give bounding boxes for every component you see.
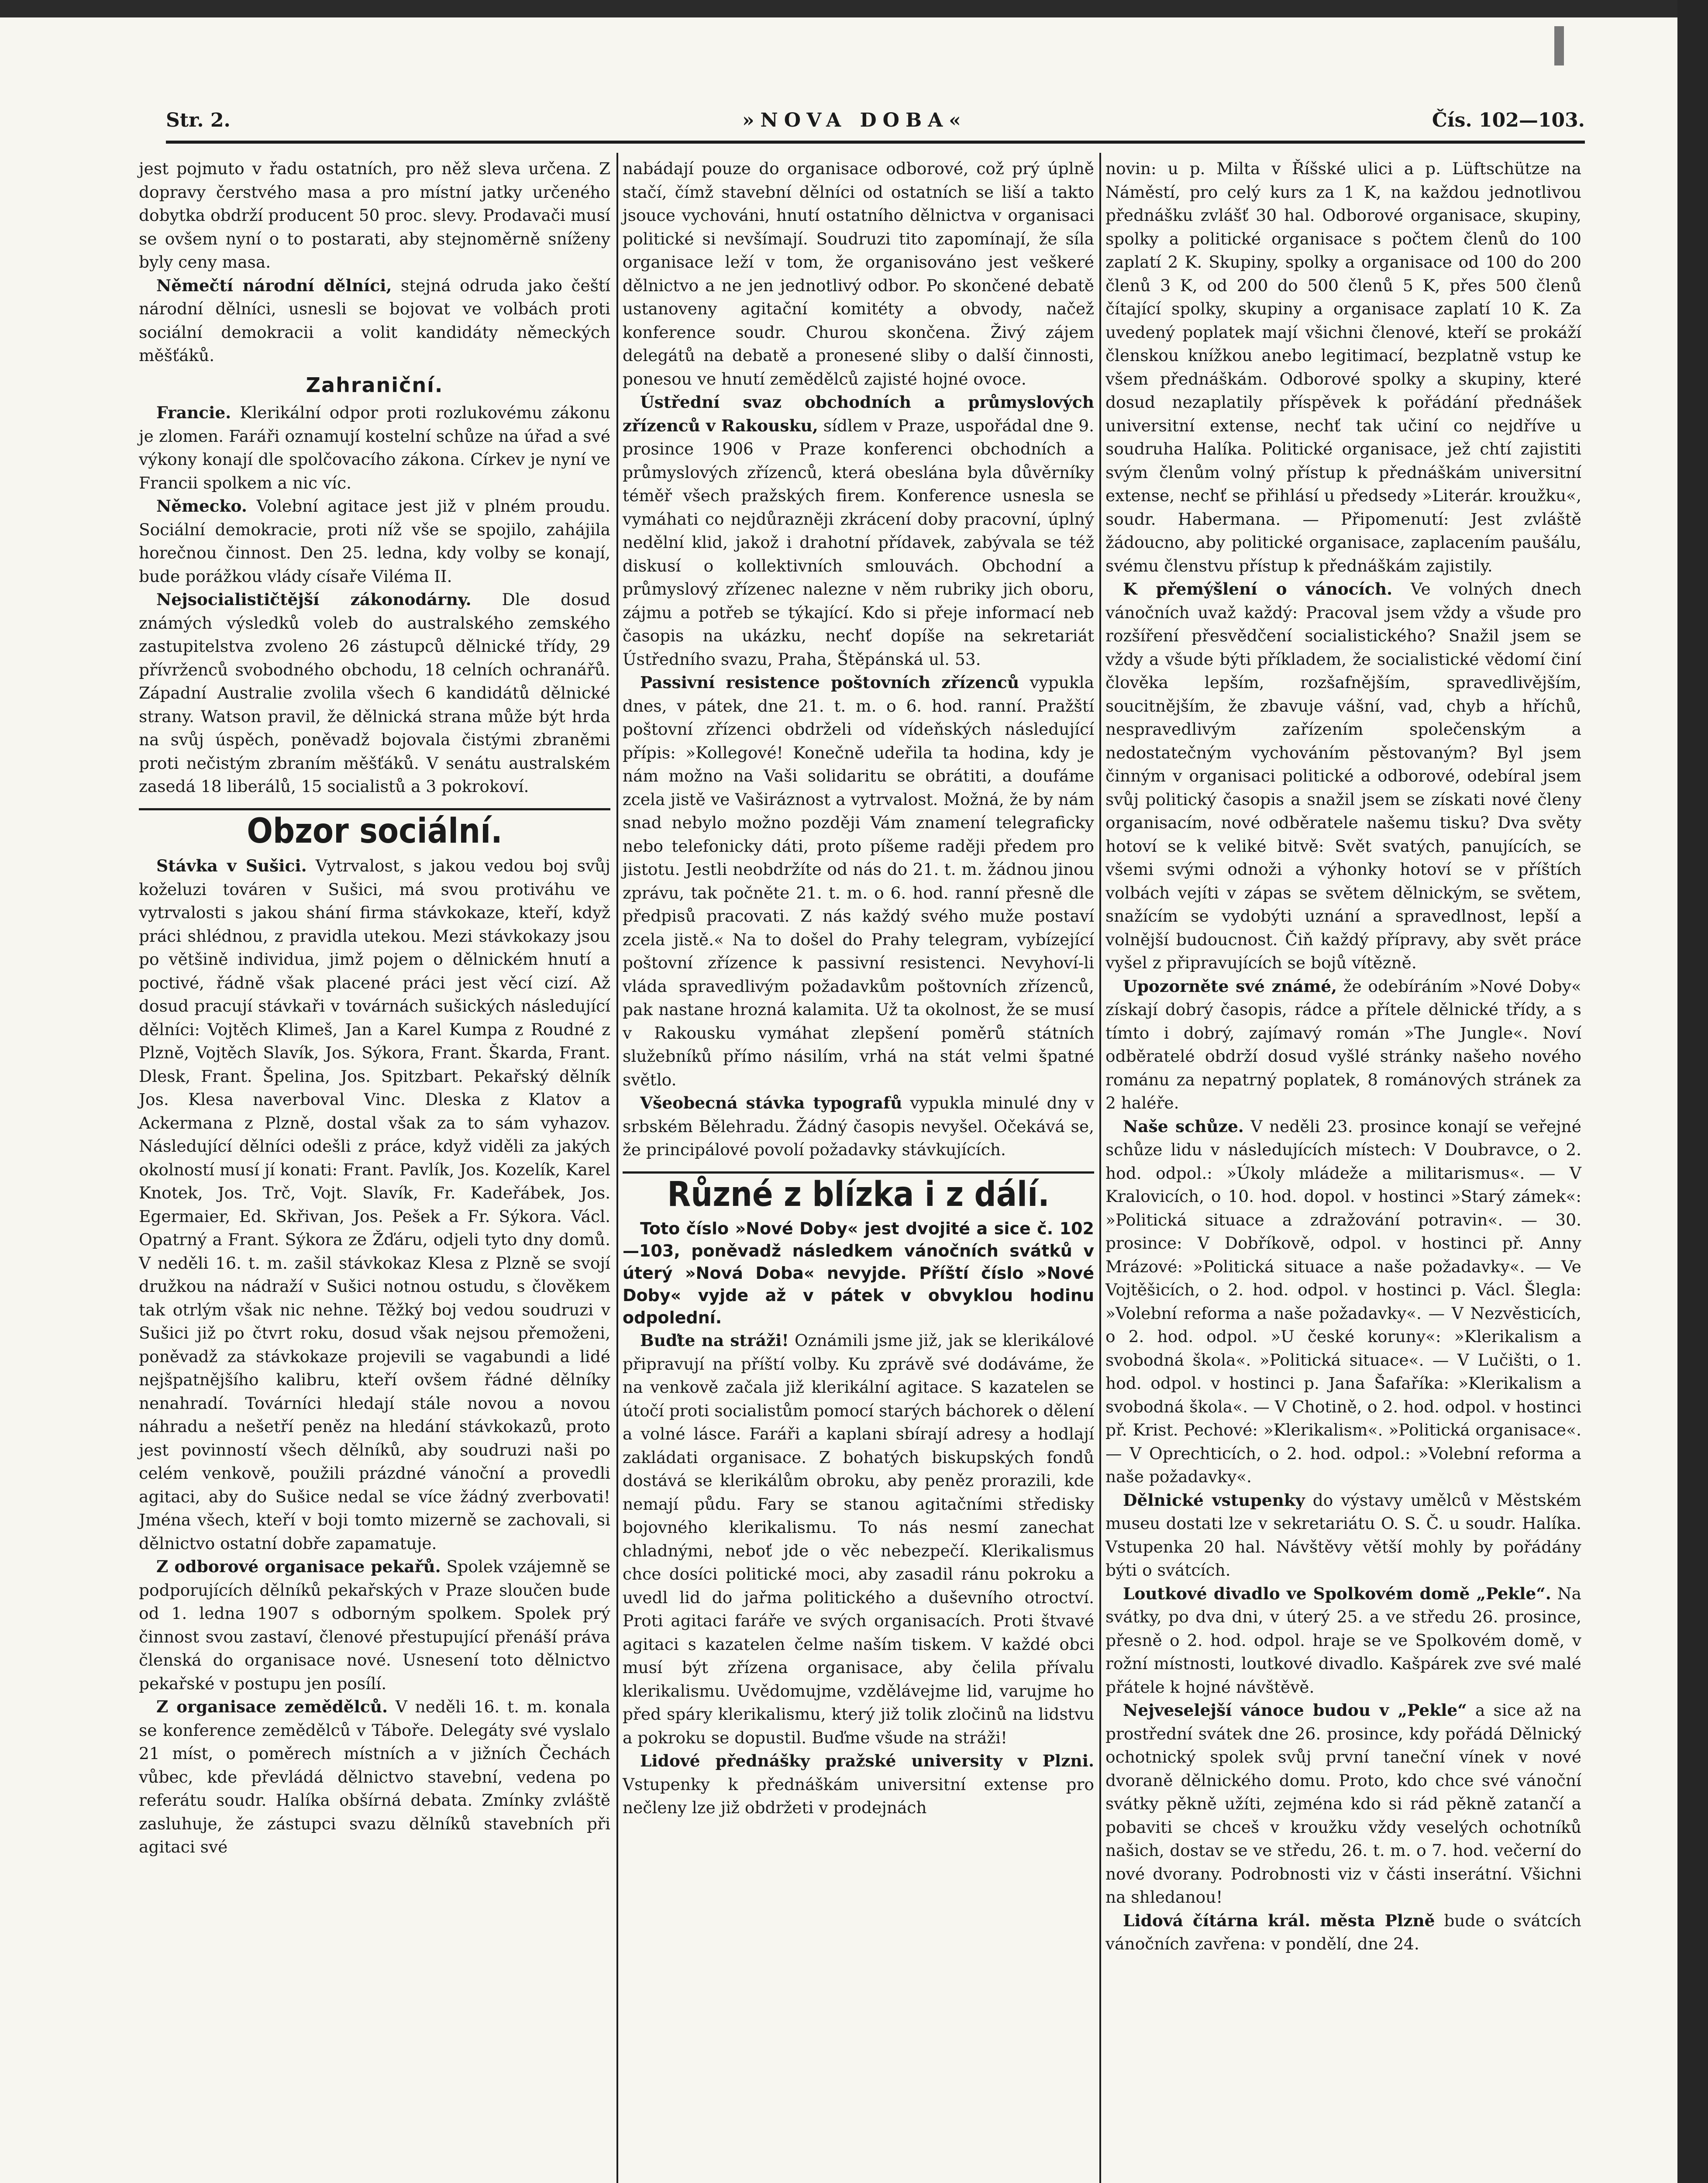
article-paragraph: [139, 854, 610, 1555]
article-paragraph: [1105, 975, 1581, 1115]
article-body: Vytrvalost, s jakou vedou boj svůj koželuzi továren v Sušici, má svou protiváhu ve vytrvalosti s jakou shání firma stávkokaze, kteří, když práci shlédnou, z pravidla utekou. Mezi stávkokazy jsou po většině individua, jimž pojem o dělnickém hnutí a poctivé, řádně však placené práci jest věcí cizí. Až dosud pracují stávkaři v továrnách sušických následující dělníci: Vojtěch Klimeš, Jan a Karel Kumpa z Roudné z Plzně, Vojtěch Slavík, Jos. Sýkora, Frant. Škarda, Frant. Dlesk, Frant. Špelina, Jos. Spitzbart. Pekařský dělník Jos. Klesa naverboval Vinc. Dleska z Klatov a Ackermana z Plzně, dostal však za to sám vyhazov. Následující dělníci odešli z práce, když viděli za jakých okolností musí jí konati: Frant. Pavlík, Jos. Kozelík, Karel Knotek, Jos. Trč, Vojt. Slavík, Fr. Kadeřábek, Jos. Egermaier, Ed. Skřivan, Jos. Pešek a Fr. Sýkora. Václ. Opatrný a Frant. Sýkora ze Žďáru, odjeli tyto dny domů. V neděli 16. t. m. zašil stávkokaz Klesa z Plzně se svojí družkou na nádraží v Sušici notnou ostudu, s člověkem tak otrlým však nic nehne. Těžký boj vedou soudruzi v Sušici již po čtvrt roku, dosud však nejsou přemoženi, poněvadž za stávkokaze projevili se vagabundi a lidé nejšpatnějšího kalibru, kteří ovšem řádné dělníky nenahradí. Továrníci hledají stále novou a novou náhradu a nešetří peněz na hledání stávkokazů, proto jest povinností všech dělníků, aby soudruzi naši po celém venkově, použili prázdné vánoční a provedli agitaci, aby do Sušice nedal se více žádný zverbovati! Jména všech, kteří v boji tomto mizerně se zachovali, si dělnictvo ostatní dobře zapamatuje.: [139, 856, 610, 1553]
article-lead: Lidová čítárna král. města Plzně: [1123, 1911, 1435, 1930]
article-body: vypukla minulé dny v srbském Bělehradu. Žádný časopis nevyšel. Očekává se, že principálové povolí požadavky stávkujících.: [623, 1093, 1094, 1159]
article-paragraph: [623, 1749, 1094, 1820]
article-lead: Němečtí národní dělníci,: [156, 275, 392, 295]
article-body: V neděli 16. t. m. konala se konference zemědělců v Táboře. Delegáty své vyslalo 21 míst, o poměrech místních a v jižních Čechách vůbec, kde převládá dělnictvo stavební, vedena po referátu soudr. Halíka obšírná debata. Zmínky zvláště zasluhuje, že zástupci svazu dělníků stavebních při agitaci své: [139, 1697, 610, 1856]
issue-notice: Toto číslo »Nové Doby« jest dvojité a sice č. 102—103, poněvadž následkem vánočních svátků v úterý »Nová Doba« nevyjde. Příští číslo »Nové Doby« vyjde až v pátek v obvyklou hodinu odpolední.: [623, 1219, 1094, 1327]
article-body: Klerikální odpor proti rozlukovému zákonu je zlomen. Faráři oznamují kostelní schůze na úřad a své výkony konají dle spolčovacího zákona. Církev je nyní ve Francii spolkem a nic víc.: [139, 403, 610, 492]
page-number: Str. 2.: [166, 109, 231, 131]
article-paragraph: [1105, 1115, 1581, 1489]
article-paragraph: [1105, 1909, 1581, 1956]
article-paragraph: [139, 274, 610, 368]
article-body: do výstavy umělců v Městském museu dostati lze v sekretariátu O. S. Č. u soudr. Halíka. Vstupenka 20 hal. Návštěvy větší mohly by pořádány býti o svátcích.: [1105, 1490, 1581, 1580]
masthead-title: »NOVA DOBA«: [742, 109, 967, 131]
article-paragraph: [623, 391, 1094, 671]
article-paragraph: [1105, 578, 1581, 975]
article-lead: K přemýšlení o vánocích.: [1123, 579, 1393, 599]
scan-right-edge: [1677, 0, 1708, 2183]
article-lead: Francie.: [156, 403, 231, 422]
article-body: Spolek vzájemně se podporujících dělníků pekařských v Praze sloučen bude od 1. ledna 1907 s odborným spolkem. Spolek prý činnost svou zastaví, členové přestupující přenáší práva členská do organisace nové. Usnesení toto dělnictvo pekařské v postupu jen posílí.: [139, 1557, 611, 1693]
article-body: stejná odruda jako čeští národní dělníci, usnesli se bojovat ve volbách proti sociální demokracii a volit kandidáty německých měšťáků.: [139, 275, 610, 365]
article-lead: Loutkové divadlo ve Spolkovém domě „Pekle“.: [1123, 1584, 1551, 1603]
article-body: Dle dosud známých výsledků voleb do australského zemského zastupitelstva zvoleno 26 zástupců dělnické třídy, 29 přívrženců svobodného obchodu, 18 celních ochranářů. Západní Australie zvolila všech 6 kandidátů dělnické strany. Watson pravil, že dělnická strana může být hrda na svůj úspěch, poněvadž bojovala čistými zbraněmi proti nečistým zbraním měšťáků. V senátu australském zasedá 18 liberálů, 15 socialistů a 3 pokrokoví.: [139, 590, 611, 796]
article-text: jest pojmuto v řadu ostatních, pro něž sleva určena. Z dopravy čerstvého masa a pro místní jatky určeného dobytka obdrží producent 50 proc. slevy. Prodavači musí se ovšem nyní o to postarati, aby stejnoměrně sníženy byly ceny masa.: [139, 159, 610, 272]
article-text: nabádají pouze do organisace odborové, což prý úplně stačí, čímž stavební dělníci od ostatních se liší a takto jsouce vychováni, hnutí ostatního dělnictva v organisaci politické si nevšímají. Soudruzi tito zapomínají, že síla organisace leží v tom, že organisováno jest veškeré dělnictvo a ne jen jednotlivý odbor. Po skončené debatě ustanoveny agitační komitéty a obvody, načež konference soudr. Churou skončena. Živý zájem delegátů na debatě a pronesené sliby o další činnosti, ponesou ve hnutí zemědělců zajisté hojné ovoce.: [623, 159, 1094, 389]
section-rule: [623, 1171, 1094, 1174]
article-paragraph: [139, 401, 610, 495]
article-body: že odebíráním »Nové Doby« získají dobrý časopis, rádce a přítele dělnické třídy, a s tímto i dobrý, zajímavý román »The Jungle«. Noví odběratelé obdrží dosud vyšlé stránky našeho nového románu za nepatrný poplatek, 8 románových stránek za 2 haléře.: [1105, 976, 1581, 1112]
article-body: Ve volných dnech vánočních uvaž každý: Pracoval jsem vždy a všude pro rozšíření přesvědčení socialistického? Snažil jsem se vždy a všude býti příkladem, že socialistické vědomí činí člověka lepším, rozšafnějším, spravedlivějším, soucitnějším, že zbavuje vášní, vad, chyb a hříchů, nespravedlivým zařízením společenským a nedostatečným vychováním pěstovaným? Byl jsem činným v organisaci politické a odborové, odebíral jsem svůj politický časopis a snažil jsem se získati nové členy organisacím, nové odběratele našemu tisku? Dva světy hotoví se k veliké bitvě: Svět svatých, panujících, se všemi svými odnoži a výhonky hotoví se v příštích volbách vejíti v zápas se světem dělnickým, se světem, snažícím se vydobýti uznání a spravedlnost, lepší a volnější budoucnost. Čiň každý přípravy, aby svět práce vyšel z připravujících se bojů vítězně.: [1105, 579, 1581, 972]
section-heading-abroad: Zahraniční.: [306, 373, 444, 397]
section-heading-misc: Různé z blízka i z dálí.: [667, 1174, 1050, 1214]
article-paragraph: [139, 495, 610, 588]
article-body: V neděli 23. prosince konají se veřejné schůze lidu v následujících místech: V Doubravce, o 2. hod. odpol.: »Úkoly mládeže a militarismus«. — V Kralovicích, o 10. hod. dopol. v hostinci »Starý zámek«: »Politická situace a zdražování potravin«. — 30. prosince: V Dobříkově, odpol. v hostinci př. Anny Mrázové: »Politická situace a naše požadavky«. — Ve Vojtěšicích, o 2. hod. odpol. v hostinci p. Václ. Šlegla: »Volební reforma a naše požadavky«. — V Nezvěsticích, o 2. hod. odpol. »U české koruny«: »Klerikalism a svobodná škola«. »Politická situace«. — V Lučišti, o 1. hod. odpol. v hostinci p. Jana Šafaříka: »Klerikalism a svobodná škola«. — V Chotině, o 2. hod. odpol. v hostinci př. Krist. Pechové: »Klerikalism«. »Politická organisace«. — V Oprechticích, o 2. hod. odpol.: »Volební reforma a naše požadavky«.: [1105, 1116, 1581, 1486]
scan-top-edge: [0, 0, 1708, 17]
article-body: bude o svátcích vánočních zavřena: v pondělí, dne 24.: [1105, 1911, 1581, 1953]
article-lead: Naše schůze.: [1123, 1116, 1244, 1136]
column-2: [623, 157, 1094, 1820]
article-lead: Nejveselejší vánoce budou v „Pekle“: [1123, 1701, 1467, 1720]
article-text: novin: u p. Milta v Říšské ulici a p. Lüftschütze na Náměstí, pro celý kurs za 1 K, na každou jednotlivou přednášku zvlášť 30 hal. Odborové organisace, skupiny, spolky a politické organisace s počtem členů do 100 zaplatí 2 K. Skupiny, spolky a organisace od 100 do 200 členů 3 K, od 200 do 500 členů 5 K, přes 500 členů čítající spolky, skupiny a organisace zaplatí 10 K. Za uvedený poplatek mají všichni členové, kteří se prokáží členskou knížkou anebo legitimací, bezplatně vstup ke všem přednáškám. Odborové spolky a skupiny, které dosud nezaplatily příspěvek k pořádání přednášek universitní extense, nechť tak učiní co nejdříve u soudruha Halíka. Politické organisace, jež chtí zajistiti svým členům volný přístup k přednáškám universitní extense, nechť se přihlásí u předsedy »Literár. kroužku«, soudr. Habermana. — Připomenutí: Jest zvláště žádoucno, aby politické organisace, zaplacením paušálu, svému členstvu přístup k přednáškám zajistily.: [1105, 159, 1581, 575]
article-body: sídlem v Praze, uspořádal dne 9. prosince 1906 v Praze konferenci obchodních a průmyslových zřízenců, která obeslána byla důvěrníky téměř všech pražských firem. Konference usnesla se vymáhati co nejdůrazněji zkrácení doby pracovní, úplný nedělní klid, jakož i drahotní přídavek, zabývala se též diskusí o kollektivních smlouvách. Obchodní a průmyslový zřízenec nalezne v něm rubriky jich oboru, zájmu a potřeb se týkající. Kdo si přeje informací neb časopis na ukázku, nechť dopíše na sekretariát Ústředního svazu, Praha, Štěpánská ul. 53.: [623, 416, 1094, 669]
article-body: Na svátky, po dva dni, v úterý 25. a ve středu 26. prosince, přesně o 2. hod. odpol. hraje se ve Spolkovém domě, v rožní místnosti, loutkové divadlo. Kašpárek zve své malé přátele k hojné návštěvě.: [1105, 1584, 1581, 1697]
article-lead: Německo.: [156, 496, 247, 516]
scan-artifact: [1554, 26, 1564, 65]
article-lead: Dělnické vstupenky: [1123, 1490, 1305, 1510]
article-paragraph: [623, 1329, 1094, 1749]
article-lead: Z organisace zemědělců.: [156, 1697, 388, 1716]
section-rule: [139, 808, 610, 810]
article-lead: Všeobecná stávka typografů: [640, 1093, 902, 1112]
article-paragraph: [1105, 1582, 1581, 1699]
column-3: [1105, 157, 1581, 1956]
article-lead: Passivní resistence poštovních zřízenců: [640, 673, 1019, 692]
section-heading-social: Obzor sociální.: [247, 811, 503, 851]
article-lead: Upozorněte své známé,: [1123, 976, 1337, 996]
article-lead: Ústřední svaz obchodních a průmyslových zřízenců v Rakousku,: [623, 393, 1094, 435]
article-lead: Nejsocialističtější zákonodárny.: [156, 590, 472, 609]
article-paragraph: [623, 671, 1094, 1092]
article-lead: Buďte na stráži!: [640, 1331, 789, 1350]
article-paragraph: [623, 1092, 1094, 1162]
column-1: [139, 157, 610, 1859]
article-paragraph: [139, 588, 610, 799]
article-lead: Lidové přednášky pražské university v Plzni.: [640, 1751, 1094, 1770]
article-paragraph: [139, 1695, 610, 1859]
article-paragraph: [1105, 1489, 1581, 1582]
article-paragraph: [1105, 1699, 1581, 1909]
article-body: Vstupenky k přednáškám universitní extense pro nečleny lze již obdržeti v prodejnách: [623, 1774, 1094, 1817]
article-body: vypukla dnes, v pátek, dne 21. t. m. o 6. hod. ranní. Pražští poštovní zřízenci obdrželi od vídeňských následující přípis: »Kollegové! Konečně udeřila ta hodina, kdy je nám možno na Vaši solidaritu se obrátiti, a doufáme zcela jistě ve Vaširáznost a vytrvalost. Možná, že by nám snad nebylo možno později Vám znamení telegraficky nebo telefonicky dáti, proto píšeme raději předem pro jistotu. Jestli neobdržíte od nás do 21. t. m. žádnou jinou zprávu, tak počněte 21. t. m. o 6. hod. ranní přesně dle předpisů pracovati. Z nás každý svého muže postaví zcela jistě.« Na to došel do Prahy telegram, vybízející poštovní zřízence k passivní resistenci. Nevyhoví-li vláda spravedlivým požadavkům poštovních zřízenců, pak nastane hrozná kalamita. Už ta okolnost, že se musí v Rakousku vymáhat zlepšení poměrů státních služebníků přímo násilím, vrhá na stát velmi špatné světlo.: [623, 673, 1094, 1089]
issue-number: Čís. 102—103.: [1432, 109, 1585, 131]
article-body: Volební agitace jest již v plném proudu. Sociální demokracie, proti níž vše se spojilo, zahájila horečnou činnost. Den 25. ledna, kdy volby se konají, bude porážkou vlády císaře Viléma II.: [139, 496, 610, 586]
article-body: a sice až na prostřední svátek dne 26. prosince, kdy pořádá Dělnický ochotnický spolek svůj první taneční vínek v nové dvoraně dělnického domu. Proto, kdo chce své vánoční svátky pěkně užíti, zejména kdo si rád pěkně zatančí a pobaviti se chceš v kroužku vždy veselých ochotníků našich, dostav se ve středu, 26. t. m. o 7. hod. večerní do nové dvorany. Podrobnosti viz v části inserátní. Všichni na shledanou!: [1105, 1701, 1581, 1907]
column-divider-2: [1099, 153, 1101, 2183]
header-rule: [166, 141, 1585, 144]
article-paragraph: [139, 1555, 610, 1695]
column-divider-1: [616, 153, 618, 2183]
page-header: [166, 109, 1585, 140]
article-lead: Stávka v Sušici.: [156, 856, 307, 875]
article-lead: Z odborové organisace pekařů.: [156, 1557, 441, 1576]
article-body: Oznámili jsme již, jak se klerikálové připravují na příští volby. Ku zprávě své dodáváme, že na venkově začala již klerikální agitace. S kazatelen se útočí proti socialistům pomocí starých báchorek o dělení a volné lásce. Faráři a kaplani sbírají adresy a hodlají zakládati organisace. Z bohatých biskupských fondů dostává se klerikálům obroku, aby peněz prorazili, kde nemají půdu. Fary se stanou agitačními středisky bojovného klerikalismu. To nás nesmí zanechat chladnými, neboť jde o věc nebezpečí. Klerikalismus chce dosíci politické moci, aby zasadil ránu pokroku a uvedl lid do jařma politického a duševního otroctví. Proti agitaci faráře ve svých organisacích. Proti štvavé agitaci s kazatelen čelme naším tiskem. V každé obci musí být zřízena organisace, aby čelila přívalu klerikalismu. Uvědomujme, vzdělávejme lid, varujme ho před spáry klerikalismu, který již tolik zločinů na lidstvu a pokroku se dopustil. Buďme všude na stráži!: [623, 1331, 1094, 1747]
